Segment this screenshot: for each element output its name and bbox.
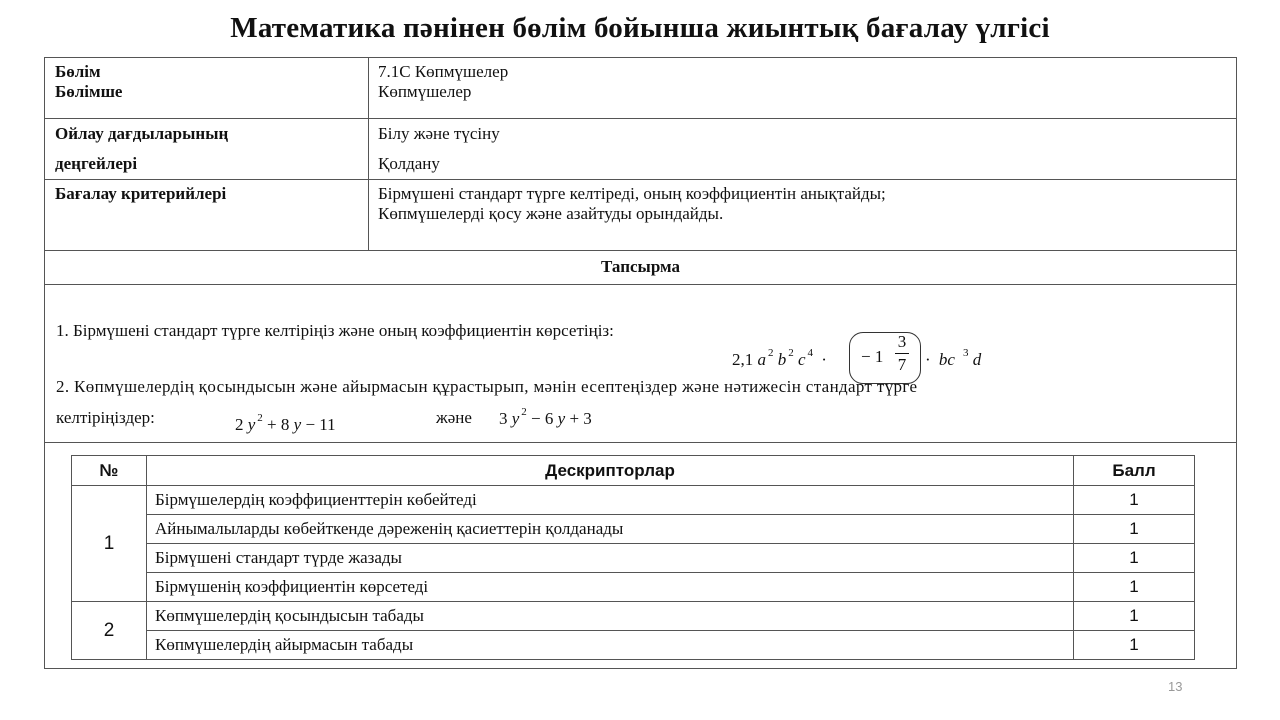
expr-minus-whole: − 1 xyxy=(861,347,884,366)
descriptor-table xyxy=(71,455,1195,660)
descriptor-text: Бірмүшенің коэффициентін көрсетеді xyxy=(147,573,1074,602)
group-num: 2 xyxy=(72,602,147,660)
section-label: Бөлім xyxy=(55,62,101,81)
section-value-cell xyxy=(369,58,1236,118)
descriptor-header-row xyxy=(72,456,1195,486)
expr-a-exp: 2 xyxy=(768,347,774,359)
thinking-label-cell xyxy=(45,119,369,179)
criteria-value-cell xyxy=(369,180,1236,250)
poly1-y2: y xyxy=(293,415,302,434)
task-content-row xyxy=(45,285,1236,443)
poly2-y: y xyxy=(511,409,520,428)
header-descriptors: Дескрипторлар xyxy=(147,456,1074,486)
poly2-c: + 3 xyxy=(569,409,592,428)
table-row xyxy=(72,631,1195,660)
question-1-expression xyxy=(732,347,827,370)
thinking-label-2: деңгейлері xyxy=(55,154,138,173)
poly2-exp: 2 xyxy=(521,406,527,418)
fraction-bar xyxy=(895,353,909,354)
poly1-a: 2 xyxy=(235,415,244,434)
expr-bc-exp: 3 xyxy=(962,347,969,359)
descriptor-score: 1 xyxy=(1074,544,1195,573)
task-heading: Тапсырма xyxy=(601,257,680,276)
criteria-value-2: Көпмүшелерді қосу және азайтуды орындайды. xyxy=(378,204,724,223)
poly1-rest: + 8 xyxy=(267,415,290,434)
expr-dot: · xyxy=(821,350,827,369)
poly1-exp: 2 xyxy=(257,412,263,424)
descriptor-score: 1 xyxy=(1074,602,1195,631)
section-value: 7.1С Көпмүшелер xyxy=(378,62,509,81)
poly1-c: − 11 xyxy=(305,415,336,434)
expr-a: a xyxy=(757,350,766,369)
expr-dot-2: · xyxy=(925,350,931,369)
table-row xyxy=(72,544,1195,573)
expr-coef: 2,1 xyxy=(732,350,754,369)
expr-b: b xyxy=(777,350,787,369)
group-num: 1 xyxy=(72,486,147,602)
page-number: 13 xyxy=(1168,679,1183,694)
header-score: Балл xyxy=(1074,456,1195,486)
expr-fraction xyxy=(895,332,909,375)
descriptor-text: Көпмүшелердің қосындысын табады xyxy=(147,602,1074,631)
question-2-line-2: келтіріңіздер: xyxy=(56,408,155,427)
expr-d: d xyxy=(972,350,982,369)
thinking-row xyxy=(45,119,1236,180)
polynomial-2 xyxy=(499,406,592,429)
descriptor-score: 1 xyxy=(1074,515,1195,544)
fraction-denominator: 7 xyxy=(897,355,907,374)
section-row xyxy=(45,58,1236,119)
question-1-expression-tail xyxy=(925,347,981,370)
poly2-a: 3 xyxy=(499,409,508,428)
descriptor-score: 1 xyxy=(1074,573,1195,602)
criteria-value-1: Бірмүшені стандарт түрге келтіреді, оның коэффициентін анықтайды; xyxy=(378,184,886,203)
table-row xyxy=(72,515,1195,544)
poly1-y: y xyxy=(247,415,256,434)
question-2-line-1: 2. Көпмүшелердің қосындысын және айырмасын құрастырып, мәнін есептеңіздер және нәтижесін стандарт түрге xyxy=(56,377,918,396)
table-row xyxy=(72,602,1195,631)
thinking-value-2: Қолдану xyxy=(378,154,440,173)
table-row xyxy=(72,573,1195,602)
thinking-value-cell xyxy=(369,119,1236,179)
fraction-numerator: 3 xyxy=(897,332,907,351)
expr-c-exp: 4 xyxy=(807,347,814,359)
task-heading-row xyxy=(45,251,1236,285)
polynomial-1 xyxy=(235,412,336,435)
page-title: Математика пәнінен бөлім бойынша жиынтық бағалау үлгісі xyxy=(230,12,1050,44)
conjunction: және xyxy=(436,408,472,427)
question-1: 1. Бірмүшені стандарт түрге келтіріңіз және оның коэффициентін көрсетіңіз: xyxy=(56,321,614,340)
thinking-value-1: Білу және түсіну xyxy=(378,124,500,143)
criteria-label: Бағалау критерийлері xyxy=(55,184,227,203)
expr-bc: bc xyxy=(938,350,955,369)
thinking-label-1: Ойлау дағдыларының xyxy=(55,124,229,143)
descriptor-text: Көпмүшелердің айырмасын табады xyxy=(147,631,1074,660)
descriptor-score: 1 xyxy=(1074,631,1195,660)
descriptor-text: Айнымалыларды көбейткенде дәреженің қасиеттерін қолданады xyxy=(147,515,1074,544)
criteria-label-cell xyxy=(45,180,369,250)
subsection-label: Бөлімше xyxy=(55,82,123,101)
poly2-y2: y xyxy=(557,409,566,428)
criteria-row xyxy=(45,180,1236,251)
descriptor-text: Бірмүшені стандарт түрде жазады xyxy=(147,544,1074,573)
subsection-value: Көпмүшелер xyxy=(378,82,472,101)
poly2-rest: − 6 xyxy=(531,409,554,428)
table-row xyxy=(72,486,1195,515)
descriptor-score: 1 xyxy=(1074,486,1195,515)
expr-b-exp: 2 xyxy=(788,347,794,359)
expr-c: c xyxy=(798,350,806,369)
header-num: № xyxy=(72,456,147,486)
descriptor-text: Бірмүшелердің коэффициенттерін көбейтеді xyxy=(147,486,1074,515)
section-label-cell xyxy=(45,58,369,118)
